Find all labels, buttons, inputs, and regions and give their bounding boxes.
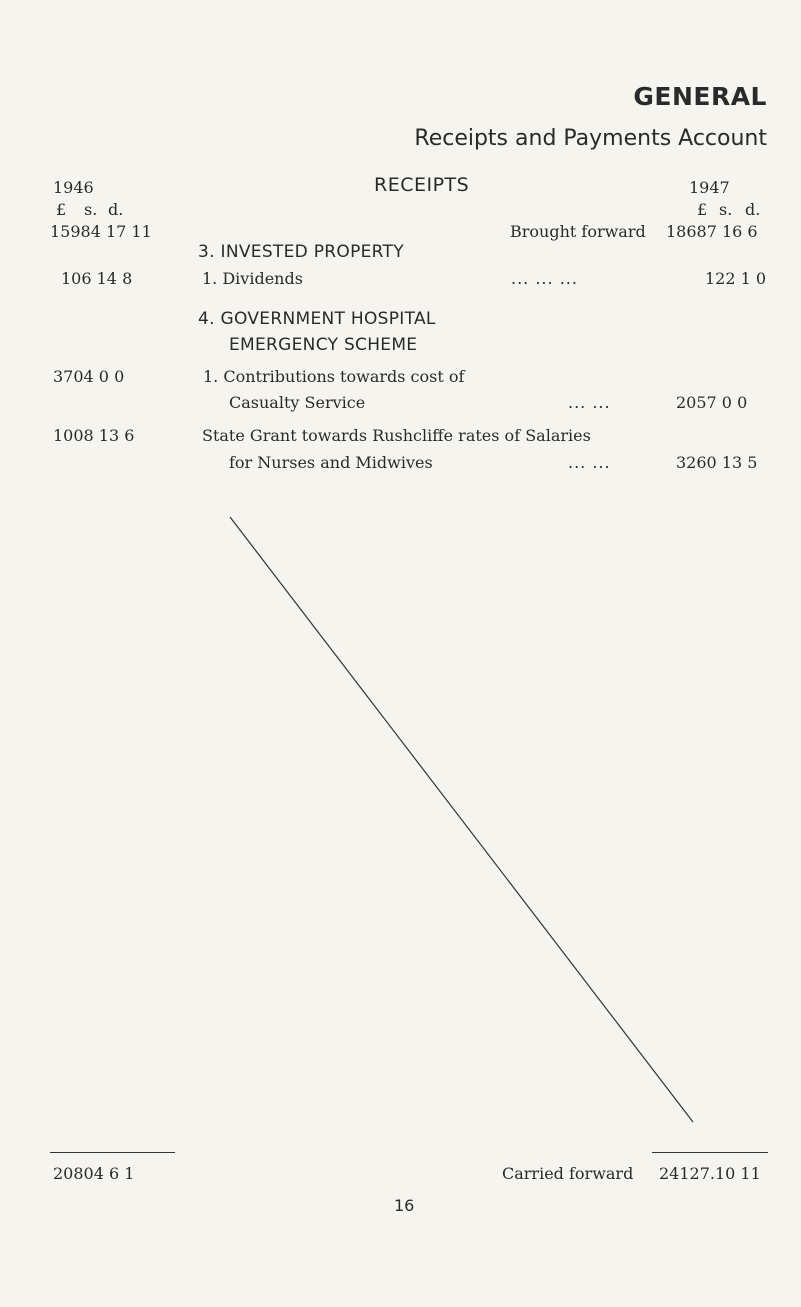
section-heading-hospital-line1: 4. GOVERNMENT HOSPITAL — [198, 309, 436, 329]
receipts-heading: RECEIPTS — [374, 174, 470, 196]
unit-shilling-prev: s. — [84, 200, 98, 219]
unit-pound-prev: £ — [56, 200, 67, 219]
state-grant-label-line1: State Grant towards Rushcliffe rates of Salaries — [202, 426, 591, 445]
contributions-label-line1: 1. Contributions towards cost of — [203, 367, 465, 386]
dividends-curr: 122 1 0 — [705, 269, 767, 288]
brought-forward-curr: 18687 16 6 — [666, 222, 758, 241]
diagonal-stroke — [230, 517, 693, 1122]
section-title: GENERAL — [633, 82, 767, 111]
contributions-leaders: ... ... — [568, 393, 611, 412]
dividends-leaders: ... ... ... — [511, 269, 578, 288]
unit-pence-curr: d. — [745, 200, 761, 219]
year-curr: 1947 — [689, 178, 730, 197]
contributions-label-line2: Casualty Service — [229, 393, 366, 412]
section-heading-hospital-line2: EMERGENCY SCHEME — [229, 335, 418, 355]
total-rule-curr — [652, 1152, 768, 1153]
state-grant-label-line2: for Nurses and Midwives — [229, 453, 433, 472]
total-rule-prev — [50, 1152, 175, 1153]
dividends-label: 1. Dividends — [202, 269, 303, 288]
contributions-prev: 3704 0 0 — [53, 367, 125, 386]
unit-pound-curr: £ — [697, 200, 708, 219]
state-grant-prev: 1008 13 6 — [53, 426, 135, 445]
brought-forward-prev: 15984 17 11 — [50, 222, 152, 241]
dividends-prev: 106 14 8 — [61, 269, 133, 288]
carried-forward-label: Carried forward — [502, 1164, 634, 1183]
section-heading-invested-property: 3. INVESTED PROPERTY — [198, 242, 404, 262]
account-subtitle: Receipts and Payments Account — [414, 126, 767, 151]
page-number: 16 — [394, 1196, 415, 1215]
contributions-curr: 2057 0 0 — [676, 393, 748, 412]
carried-forward-curr: 24127.10 11 — [659, 1164, 761, 1183]
state-grant-leaders: ... ... — [568, 453, 611, 472]
unit-shilling-curr: s. — [719, 200, 733, 219]
unit-pence-prev: d. — [108, 200, 124, 219]
brought-forward-label: Brought forward — [510, 222, 646, 241]
state-grant-curr: 3260 13 5 — [676, 453, 758, 472]
year-prev: 1946 — [53, 178, 94, 197]
carried-forward-prev: 20804 6 1 — [53, 1164, 135, 1183]
